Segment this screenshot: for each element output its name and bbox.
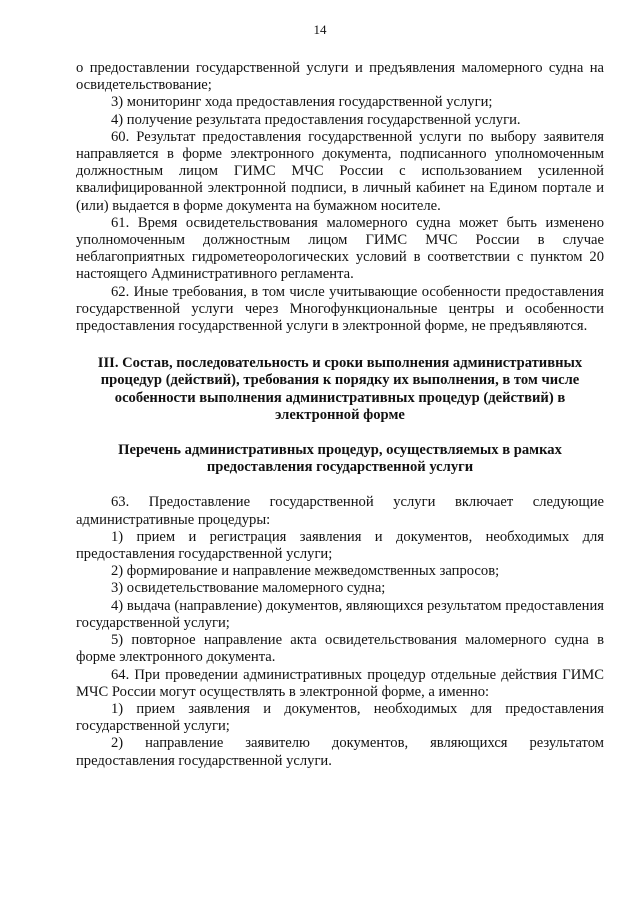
paragraph-62: 62. Иные требования, в том числе учитывающие особенности предоставления государственной услуги через Многофункциональные центры и особенности предоставления государственной услуги в электронной форме, не предъявляются.	[76, 283, 604, 335]
procedure-item-5: 5) повторное направление акта освидетельствования маломерного судна в форме электронного документа.	[76, 632, 604, 666]
list-item-4-result: 4) получение результата предоставления государственной услуги.	[111, 111, 521, 128]
paragraph-60: 60. Результат предоставления государственной услуги по выбору заявителя направляется в форме электронного документа, подписанного уполномоченным должностным лицом ГИМС МЧС России с использованием усиленной квалифицированной электронной подписи, в личный кабинет на Едином портале и (или) выдается в форме документа на бумажном носителе.	[76, 128, 604, 214]
paragraph-continuation: о предоставлении государственной услуги и предъявления маломерного судна на освидетельствование;	[76, 60, 604, 94]
paragraph-64: 64. При проведении административных процедур отдельные действия ГИМС МЧС России могут осуществлять в электронной форме, а именно:	[76, 666, 604, 700]
procedure-item-1: 1) прием и регистрация заявления и документов, необходимых для предоставления государственной услуги;	[76, 528, 604, 563]
electronic-action-item-1: 1) прием заявления и документов, необходимых для предоставления государственной услуги;	[76, 700, 604, 735]
document-body	[76, 60, 604, 770]
paragraph-63: 63. Предоставление государственной услуги включает следующие административные процедуры:	[76, 494, 604, 528]
page-number: 14	[313, 22, 327, 37]
subsection-heading: Перечень административных процедур, осуществляемых в рамках предоставления государственной услуги	[118, 442, 562, 476]
section-heading-iii: III. Состав, последовательность и сроки выполнения административных процедур (действий), требования к порядку их выполнения, в том числе особенности выполнения административных процедур (действий) в электронной форме	[97, 355, 583, 423]
paragraph-61: 61. Время освидетельствования маломерного судна может быть изменено уполномоченным должностным лицом ГИМС МЧС России в случае неблагоприятных гидрометеорологических условий в соответствии с пунктом 20 настоящего Административного регламента.	[76, 214, 604, 283]
electronic-action-item-2: 2) направление заявителю документов, являющихся результатом предоставления государственной услуги.	[76, 735, 604, 769]
procedure-item-2: 2) формирование и направление межведомственных запросов;	[111, 563, 500, 580]
procedure-item-4: 4) выдача (направление) документов, являющихся результатом предоставления государственной услуги;	[76, 597, 604, 631]
list-item-3-monitoring: 3) мониторинг хода предоставления государственной услуги;	[111, 94, 493, 111]
procedure-item-3: 3) освидетельствование маломерного судна;	[111, 580, 386, 597]
